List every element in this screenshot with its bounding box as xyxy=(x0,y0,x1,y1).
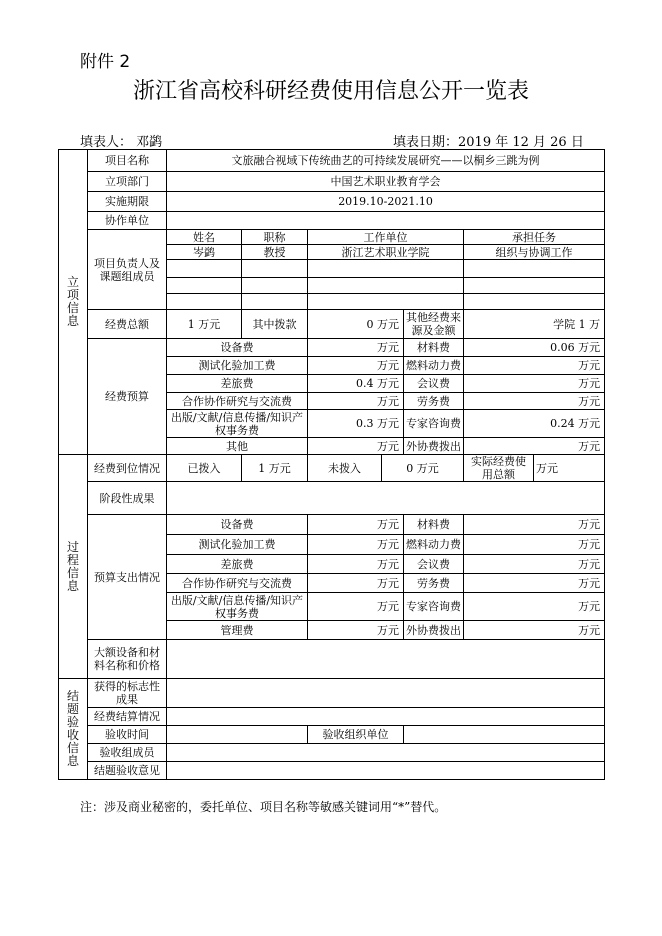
spend-item: 专家咨询费 xyxy=(404,593,464,621)
footnote: 注：涉及商业秘密的，委托单位、项目名称等敏感关键词用“*”替代。 xyxy=(80,800,447,814)
allocated-value: 1 万元 xyxy=(242,455,308,482)
achievement-label: 获得的标志性成果 xyxy=(88,679,167,708)
spend-item: 会议费 xyxy=(404,555,464,574)
unallocated-label: 未拨入 xyxy=(308,455,382,482)
member-cell xyxy=(242,278,308,294)
large-equipment-value xyxy=(167,640,605,679)
member-header-name: 姓名 xyxy=(167,230,242,245)
time-label: 验收时间 xyxy=(88,726,167,744)
section-guocheng xyxy=(59,455,88,679)
budget-label: 经费预算 xyxy=(88,339,167,455)
member-header-task: 承担任务 xyxy=(464,230,605,245)
budget-item: 合作协作研究与交流费 xyxy=(167,393,308,410)
member-cell xyxy=(308,278,464,294)
opinion-value xyxy=(167,762,605,780)
page-title: 浙江省高校科研经费使用信息公开一览表 xyxy=(132,79,529,104)
partner-value xyxy=(167,212,605,230)
member-cell xyxy=(308,294,464,310)
settlement-label: 经费结算情况 xyxy=(88,708,167,726)
attachment-label: 附件 2 xyxy=(80,52,131,72)
achievement-value xyxy=(167,679,605,708)
team-value xyxy=(167,744,605,762)
budget-item: 材料费 xyxy=(404,339,464,357)
budget-item: 劳务费 xyxy=(404,393,464,410)
stage-value xyxy=(167,482,605,515)
unallocated-value: 0 万元 xyxy=(382,455,464,482)
budget-amount: 0.06 万元 xyxy=(464,339,605,357)
spend-item: 燃料动力费 xyxy=(404,535,464,555)
spend-amount: 万元 xyxy=(464,593,605,621)
actual-label: 实际经费使用总额 xyxy=(464,455,534,482)
member-cell xyxy=(242,260,308,278)
member-cell xyxy=(464,278,605,294)
spend-item: 管理费 xyxy=(167,621,308,640)
budget-item: 专家咨询费 xyxy=(404,410,464,438)
member-cell xyxy=(464,294,605,310)
budget-amount: 万元 xyxy=(308,393,404,410)
member-cell xyxy=(308,260,464,278)
spend-amount: 万元 xyxy=(464,515,605,535)
spend-item: 材料费 xyxy=(404,515,464,535)
spend-item: 劳务费 xyxy=(404,574,464,593)
section-lixiang-label: 立 项 信 息 xyxy=(66,275,79,328)
stage-label: 阶段性成果 xyxy=(88,482,167,515)
period-label: 实施期限 xyxy=(88,192,167,212)
spend-amount: 万元 xyxy=(308,593,404,621)
project-name-label: 项目名称 xyxy=(88,150,167,172)
spend-amount: 万元 xyxy=(308,535,404,555)
spend-amount: 万元 xyxy=(464,621,605,640)
budget-item: 外协费拨出 xyxy=(404,438,464,455)
spend-item: 外协费拨出 xyxy=(404,621,464,640)
member-cell xyxy=(167,260,242,278)
spend-amount: 万元 xyxy=(464,574,605,593)
total-value: 1 万元 xyxy=(167,310,242,339)
member-unit: 浙江艺术职业学院 xyxy=(308,245,464,260)
org-label: 验收组织单位 xyxy=(308,726,404,744)
spend-item: 合作协作研究与交流费 xyxy=(167,574,308,593)
member-cell xyxy=(167,294,242,310)
budget-amount: 万元 xyxy=(308,357,404,375)
member-title: 教授 xyxy=(242,245,308,260)
budget-amount: 万元 xyxy=(464,393,605,410)
budget-item: 出版/文献/信息传播/知识产权事务费 xyxy=(167,410,308,438)
info-table xyxy=(58,149,605,780)
period-value: 2019.10-2021.10 xyxy=(167,192,605,212)
spend-label: 预算支出情况 xyxy=(88,515,167,640)
other-source-value: 学院 1 万 xyxy=(464,310,605,339)
spend-amount: 万元 xyxy=(308,621,404,640)
allocated-label: 已拨入 xyxy=(167,455,242,482)
member-cell xyxy=(167,278,242,294)
spend-item: 差旅费 xyxy=(167,555,308,574)
spend-amount: 万元 xyxy=(308,574,404,593)
opinion-label: 结题验收意见 xyxy=(88,762,167,780)
allocation-value: 0 万元 xyxy=(308,310,404,339)
dept-label: 立项部门 xyxy=(88,172,167,192)
actual-value: 万元 xyxy=(534,455,605,482)
member-cell xyxy=(464,260,605,278)
dept-value: 中国艺术职业教育学会 xyxy=(167,172,605,192)
total-label: 经费总额 xyxy=(88,310,167,339)
spend-amount: 万元 xyxy=(308,555,404,574)
budget-amount: 万元 xyxy=(464,357,605,375)
settlement-value xyxy=(167,708,605,726)
spend-item: 设备费 xyxy=(167,515,308,535)
budget-amount: 万元 xyxy=(464,438,605,455)
large-equipment-label: 大额设备和材料名称和价格 xyxy=(88,640,167,679)
allocation-label: 其中拨款 xyxy=(242,310,308,339)
project-name-value: 文旅融合视域下传统曲艺的可持续发展研究——以桐乡三跳为例 xyxy=(167,150,605,172)
budget-item: 其他 xyxy=(167,438,308,455)
budget-item: 会议费 xyxy=(404,375,464,393)
spend-item: 测试化验加工费 xyxy=(167,535,308,555)
member-cell xyxy=(242,294,308,310)
spend-amount: 万元 xyxy=(308,515,404,535)
budget-item: 设备费 xyxy=(167,339,308,357)
members-label: 项目负责人及课题组成员 xyxy=(88,230,167,310)
partner-label: 协作单位 xyxy=(88,212,167,230)
member-header-title: 职称 xyxy=(242,230,308,245)
team-label: 验收组成员 xyxy=(88,744,167,762)
budget-amount: 万元 xyxy=(464,375,605,393)
budget-amount: 0.3 万元 xyxy=(308,410,404,438)
time-value xyxy=(167,726,308,744)
other-source-label: 其他经费来源及金额 xyxy=(404,310,464,339)
member-name: 岑鹢 xyxy=(167,245,242,260)
filler-label: 填表人： 邓鹢 xyxy=(80,135,163,150)
budget-amount: 万元 xyxy=(308,438,404,455)
section-lixiang xyxy=(59,150,88,455)
org-value xyxy=(404,726,605,744)
arrival-label: 经费到位情况 xyxy=(88,455,167,482)
spend-amount: 万元 xyxy=(464,555,605,574)
section-guocheng-label: 过 程 信 息 xyxy=(66,539,79,593)
section-jieti xyxy=(59,679,88,780)
spend-item: 出版/文献/信息传播/知识产权事务费 xyxy=(167,593,308,621)
spend-amount: 万元 xyxy=(464,535,605,555)
budget-item: 差旅费 xyxy=(167,375,308,393)
budget-amount: 0.24 万元 xyxy=(464,410,605,438)
budget-amount: 万元 xyxy=(308,339,404,357)
budget-amount: 0.4 万元 xyxy=(308,375,404,393)
budget-item: 测试化验加工费 xyxy=(167,357,308,375)
section-jieti-label: 结 题 验 收 信 息 xyxy=(66,689,79,768)
budget-item: 燃料动力费 xyxy=(404,357,464,375)
member-header-unit: 工作单位 xyxy=(308,230,464,245)
fill-date: 填表日期：2019 年 12 月 26 日 xyxy=(393,135,584,150)
member-task: 组织与协调工作 xyxy=(464,245,605,260)
